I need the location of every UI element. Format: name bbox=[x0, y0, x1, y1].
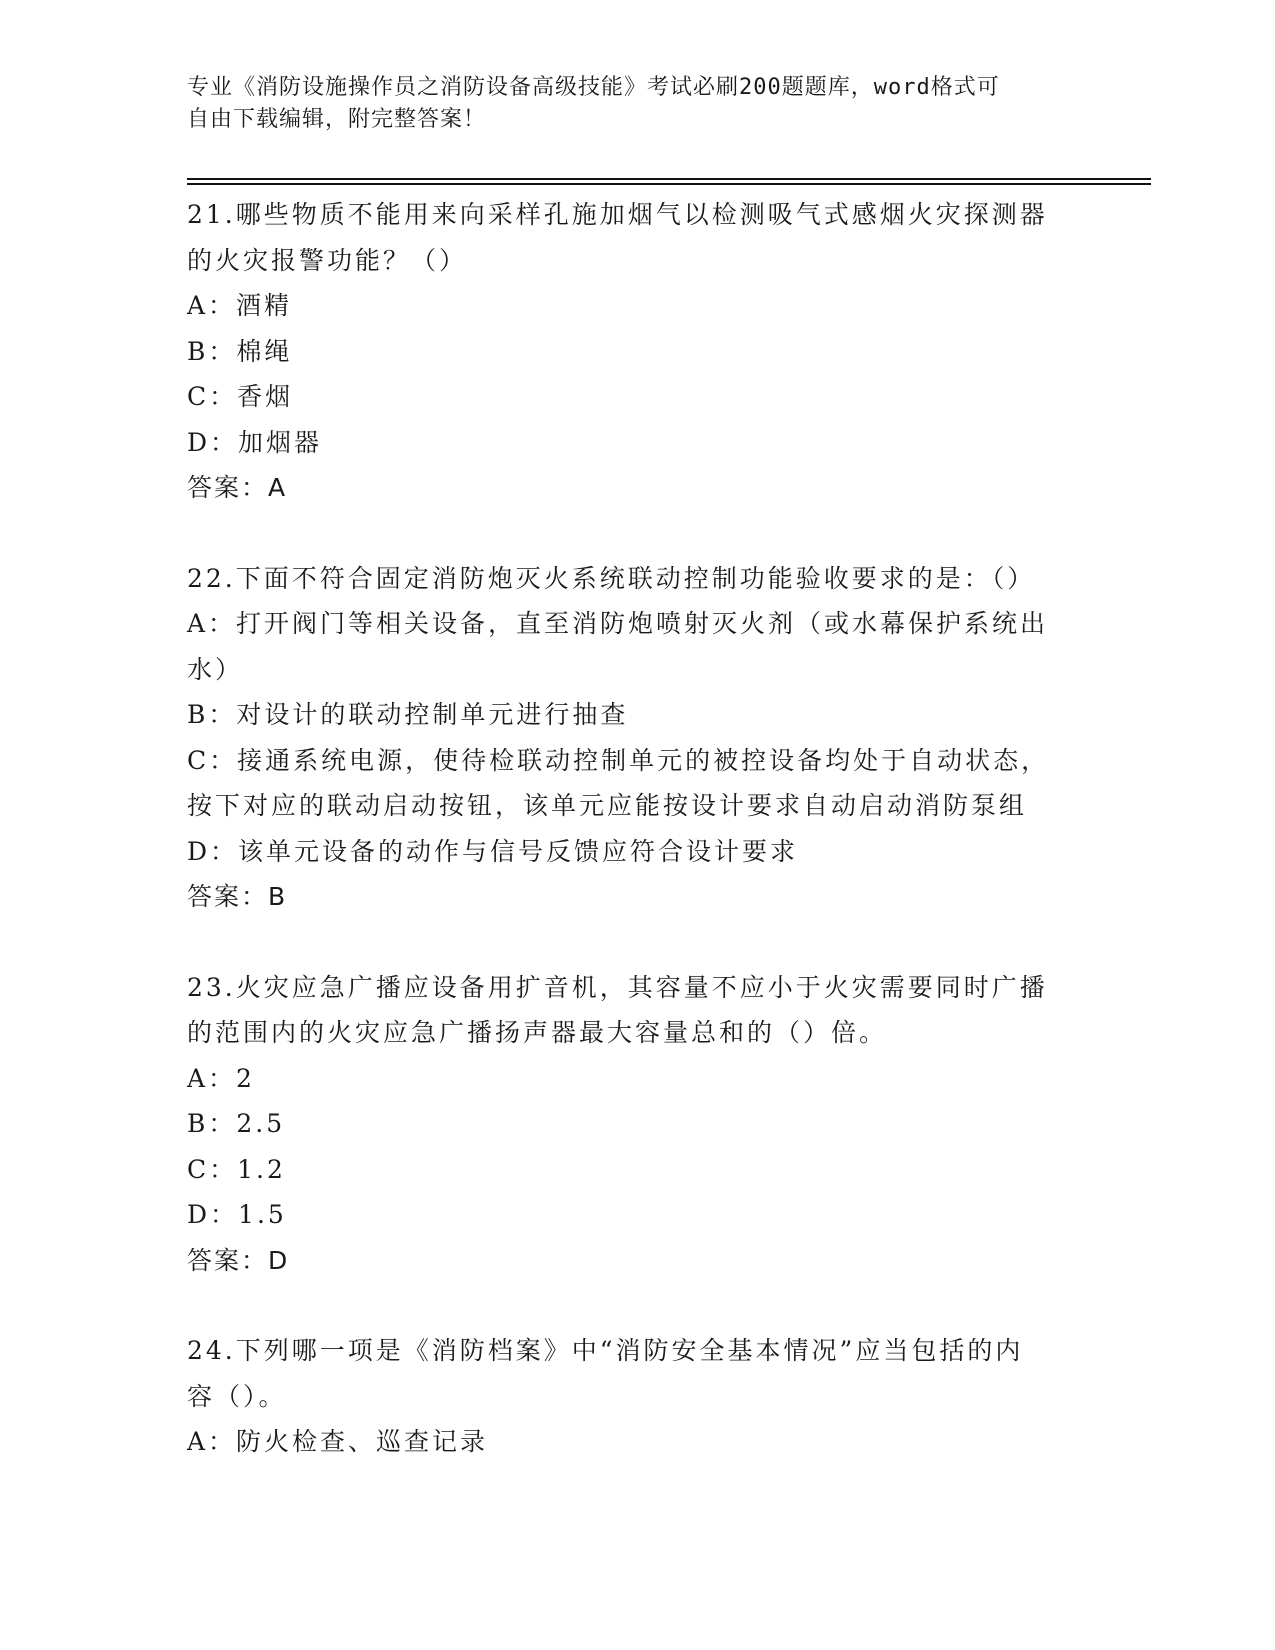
answer-option bbox=[187, 283, 1087, 329]
answer-option bbox=[187, 1192, 1087, 1238]
document-header bbox=[187, 72, 1067, 136]
answer-option bbox=[187, 1056, 1087, 1102]
option-text: B：棉绳 bbox=[187, 336, 293, 366]
question-text: 容（）。 bbox=[187, 1381, 287, 1411]
answer-option bbox=[187, 601, 1087, 692]
question-text: 21.哪些物质不能用来向采样孔施加烟气以检测吸气式感烟火灾探测器 bbox=[187, 200, 1048, 229]
question-text: 24.下列哪一项是《消防档案》中“消防安全基本情况”应当包括的内 bbox=[187, 1336, 1024, 1365]
header-line-2: 自由下载编辑，附完整答案！ bbox=[187, 107, 487, 132]
option-text: A：酒精 bbox=[187, 291, 293, 320]
answer-key: 答案：D bbox=[187, 1245, 290, 1275]
option-text: 按下对应的联动启动按钮，该单元应能按设计要求自动启动消防泵组 bbox=[187, 791, 1028, 820]
answer-option bbox=[187, 1147, 1087, 1193]
header-divider-bottom bbox=[187, 183, 1151, 185]
question-block bbox=[187, 1328, 1087, 1465]
question-list bbox=[187, 192, 1087, 1465]
question-text: 23.火灾应急广播应设备用扩音机，其容量不应小于火灾需要同时广播 bbox=[187, 972, 1048, 1002]
question-block bbox=[187, 192, 1087, 511]
option-text: B：2.5 bbox=[187, 1109, 286, 1138]
header-divider-top bbox=[187, 178, 1151, 180]
question-text: 的火灾报警功能？（） bbox=[187, 245, 468, 275]
option-text: 水） bbox=[187, 654, 244, 684]
answer-option bbox=[187, 420, 1087, 466]
question-text: 22.下面不符合固定消防炮灭火系统联动控制功能验收要求的是：（） bbox=[187, 563, 1036, 593]
answer-option bbox=[187, 829, 1087, 875]
question-text: 的范围内的火灾应急广播扬声器最大容量总和的（）倍。 bbox=[187, 1018, 888, 1047]
option-text: C：香烟 bbox=[187, 382, 294, 411]
answer-option bbox=[187, 692, 1087, 738]
option-text: C：1.2 bbox=[187, 1154, 286, 1184]
question-block bbox=[187, 556, 1087, 920]
option-text: A：防火检查、巡查记录 bbox=[187, 1427, 489, 1456]
option-text: C：接通系统电源，使待检联动控制单元的被控设备均处于自动状态， bbox=[187, 745, 1050, 775]
question-block bbox=[187, 965, 1087, 1284]
option-text: D：1.5 bbox=[187, 1200, 287, 1229]
answer-option bbox=[187, 329, 1087, 375]
option-text: B：对设计的联动控制单元进行抽查 bbox=[187, 700, 629, 729]
option-text: A：2 bbox=[187, 1063, 255, 1093]
answer-option bbox=[187, 1419, 1087, 1465]
answer-option bbox=[187, 1101, 1087, 1147]
answer-option bbox=[187, 738, 1087, 829]
answer-option bbox=[187, 374, 1087, 420]
header-line-1: 专业《消防设施操作员之消防设备高级技能》考试必刷200题题库，word格式可 bbox=[187, 75, 1000, 100]
answer-key: 答案：A bbox=[187, 473, 288, 502]
option-text: A：打开阀门等相关设备，直至消防炮喷射灭火剂（或水幕保护系统出 bbox=[187, 609, 1049, 638]
option-text: D：该单元设备的动作与信号反馈应符合设计要求 bbox=[187, 836, 799, 866]
answer-key: 答案：B bbox=[187, 882, 288, 911]
option-text: D：加烟器 bbox=[187, 427, 323, 457]
